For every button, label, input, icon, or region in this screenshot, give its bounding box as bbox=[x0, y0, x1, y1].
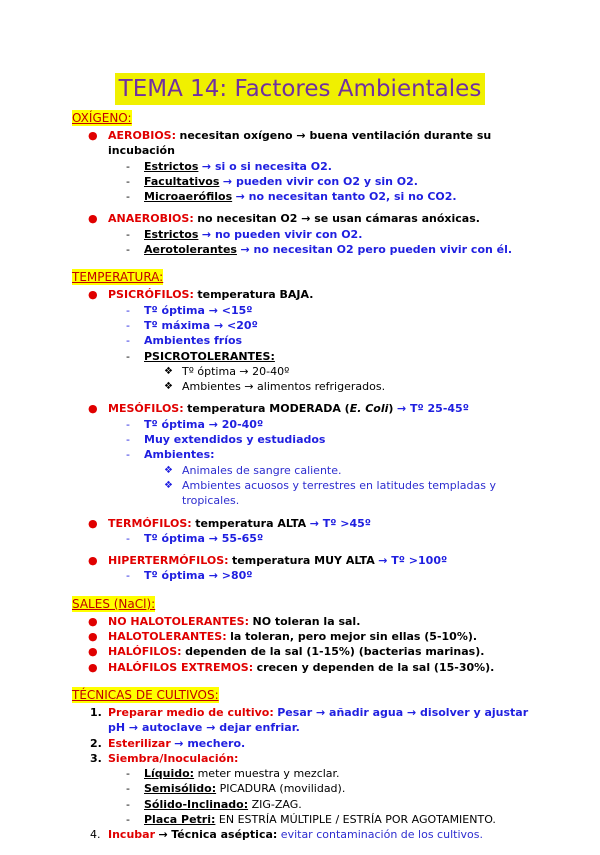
item-text: Muy extendidos y estudiados bbox=[144, 433, 326, 447]
item-text: Tº óptima → 20-40º bbox=[182, 364, 290, 378]
term-description: dependen de la sal (1-15%) (bacterias marinas). bbox=[185, 645, 485, 659]
item-text: Ambientes fríos bbox=[144, 334, 243, 348]
term-description: temperatura MUY ALTA bbox=[232, 554, 375, 568]
dash-icon: - bbox=[126, 797, 130, 811]
term-range: → Tº >100º bbox=[378, 554, 448, 568]
term-label: HALÓFILOS EXTREMOS: bbox=[108, 660, 254, 674]
dash-icon: - bbox=[126, 782, 130, 796]
list-item bbox=[72, 318, 542, 333]
list-item bbox=[72, 227, 542, 242]
term-label: TERMÓFILOS: bbox=[108, 516, 192, 530]
list-item-termofilos bbox=[72, 516, 542, 531]
dash-icon: - bbox=[126, 227, 130, 241]
dash-icon: - bbox=[126, 767, 130, 781]
item-text: Tº máxima → <20º bbox=[144, 318, 258, 332]
dash-icon: - bbox=[126, 303, 130, 317]
step-number: 2. bbox=[90, 736, 102, 750]
term-description: temperatura BAJA. bbox=[197, 288, 314, 302]
diamond-bullet-icon: ❖ bbox=[164, 464, 173, 476]
list-item-psicrofilos bbox=[72, 287, 542, 302]
item-text: Tº óptima → 20-40º bbox=[144, 417, 264, 431]
item-text: Ambientes → alimentos refrigerados. bbox=[182, 380, 386, 394]
item-text: PSICROTOLERANTES: bbox=[144, 349, 275, 363]
list-item-mesofilos bbox=[72, 401, 542, 416]
step-label: Incubar bbox=[108, 828, 155, 842]
diamond-bullet-icon: ❖ bbox=[164, 479, 173, 491]
section-sales bbox=[72, 596, 542, 675]
subterm: Facultativos bbox=[144, 174, 220, 188]
numbered-item bbox=[72, 736, 542, 751]
bullet-icon: ● bbox=[88, 212, 98, 226]
subterm-text: → pueden vivir con O2 y sin O2. bbox=[222, 174, 418, 188]
list-item bbox=[72, 629, 542, 644]
term-label: NO HALOTOLERANTES: bbox=[108, 614, 249, 628]
term-description: necesitan oxígeno → buena ventilación durante su incubación bbox=[108, 129, 492, 158]
section-heading-tecnicas: TÉCNICAS DE CULTIVOS: bbox=[72, 687, 219, 702]
bullet-icon: ● bbox=[88, 614, 98, 628]
subterm: Semisólido: bbox=[144, 782, 217, 796]
term-label: ANAEROBIOS: bbox=[108, 212, 194, 226]
step-label: Siembra/Inoculación: bbox=[108, 751, 239, 765]
list-item bbox=[72, 644, 542, 659]
step-label: Preparar medio de cultivo: bbox=[108, 705, 274, 719]
list-item-hipertermofilos bbox=[72, 553, 542, 568]
title-wrap bbox=[0, 73, 600, 105]
list-item bbox=[72, 432, 542, 447]
bullet-icon: ● bbox=[88, 554, 98, 568]
term-description: temperatura ALTA bbox=[195, 516, 307, 530]
dash-icon: - bbox=[126, 812, 130, 826]
term-emphasis: E. Coli bbox=[349, 402, 389, 416]
list-item bbox=[72, 189, 542, 204]
list-item bbox=[72, 478, 542, 509]
list-item bbox=[72, 447, 542, 462]
dash-icon: - bbox=[126, 174, 130, 188]
bullet-icon: ● bbox=[88, 630, 98, 644]
list-item bbox=[72, 349, 542, 364]
term-range: → Tº 25-45º bbox=[396, 402, 469, 416]
subterm-text: ZIG-ZAG. bbox=[251, 797, 302, 811]
section-oxigeno bbox=[72, 110, 542, 257]
dash-icon: - bbox=[126, 190, 130, 204]
list-item-aerobios bbox=[72, 128, 542, 159]
subterm-text: → no necesitan tanto O2, si no CO2. bbox=[235, 190, 457, 204]
dash-icon: - bbox=[126, 349, 130, 363]
list-item bbox=[72, 463, 542, 478]
list-item bbox=[72, 766, 542, 781]
subterm: Estrictos bbox=[144, 159, 199, 173]
list-item bbox=[72, 303, 542, 318]
step-text: Pesar → añadir agua → disolver y ajustar pH → autoclave → dejar enfriar. bbox=[108, 705, 529, 735]
item-text: Ambientes acuosos y terrestres en latitudes templadas y tropicales. bbox=[182, 478, 496, 508]
subterm: Microaerófilos bbox=[144, 190, 233, 204]
item-text: Ambientes: bbox=[144, 448, 215, 462]
step-label: Esterilizar bbox=[108, 736, 171, 750]
step-arrow: → bbox=[158, 828, 168, 842]
list-item bbox=[72, 797, 542, 812]
term-description: crecen y dependen de la sal (15-30%). bbox=[256, 660, 495, 674]
list-item bbox=[72, 242, 542, 257]
list-item bbox=[72, 159, 542, 174]
step-text: evitar contaminación de los cultivos. bbox=[280, 828, 483, 842]
diamond-bullet-icon: ❖ bbox=[164, 381, 173, 393]
subterm-text: → si o si necesita O2. bbox=[201, 159, 332, 173]
term-description: temperatura MODERADA ( bbox=[187, 402, 350, 416]
step-number: 1. bbox=[90, 705, 102, 719]
subterm-text: meter muestra y mezclar. bbox=[197, 767, 340, 781]
term-label: HALOTOLERANTES: bbox=[108, 630, 227, 644]
list-item bbox=[72, 379, 542, 394]
dash-icon: - bbox=[126, 159, 130, 173]
section-heading-sales: SALES (NaCl): bbox=[72, 596, 156, 611]
subterm-text: → no pueden vivir con O2. bbox=[201, 227, 363, 241]
subterm-text: EN ESTRÍA MÚLTIPLE / ESTRÍA POR AGOTAMIENTO. bbox=[218, 812, 496, 826]
section-heading-oxigeno: OXÍGENO: bbox=[72, 111, 132, 125]
dash-icon: - bbox=[126, 243, 130, 257]
item-text: Animales de sangre caliente. bbox=[182, 463, 342, 477]
term-label: PSICRÓFILOS: bbox=[108, 288, 194, 302]
dash-icon: - bbox=[126, 318, 130, 332]
section-heading-temperatura: TEMPERATURA: bbox=[72, 270, 164, 285]
bullet-icon: ● bbox=[88, 516, 98, 530]
dash-icon: - bbox=[126, 531, 130, 545]
subterm: Aerotolerantes bbox=[144, 243, 237, 257]
dash-icon: - bbox=[126, 448, 130, 462]
subterm: Líquido: bbox=[144, 767, 195, 781]
item-text: Tº óptima → >80º bbox=[144, 569, 253, 583]
subterm: Sólido-Inclinado: bbox=[144, 797, 249, 811]
dash-icon: - bbox=[126, 569, 130, 583]
dash-icon: - bbox=[126, 334, 130, 348]
item-text: Tº óptima → 55-65º bbox=[144, 531, 264, 545]
dash-icon: - bbox=[126, 433, 130, 447]
dash-icon: - bbox=[126, 417, 130, 431]
subterm-text: PICADURA (movilidad). bbox=[219, 782, 346, 796]
section-tecnicas bbox=[72, 687, 542, 843]
list-item bbox=[72, 812, 542, 827]
list-item bbox=[72, 417, 542, 432]
step-text: → mechero. bbox=[174, 736, 246, 750]
bullet-icon: ● bbox=[88, 288, 98, 302]
list-item bbox=[72, 614, 542, 629]
term-label: HALÓFILOS: bbox=[108, 645, 182, 659]
bullet-icon: ● bbox=[88, 645, 98, 659]
list-item-anaerobios bbox=[72, 211, 542, 226]
term-description: la toleran, pero mejor sin ellas (5-10%). bbox=[230, 630, 478, 644]
list-item bbox=[72, 531, 542, 546]
subterm: Estrictos bbox=[144, 227, 199, 241]
list-item bbox=[72, 781, 542, 796]
list-item bbox=[72, 174, 542, 189]
step-number: 4. bbox=[90, 828, 101, 842]
term-label: AEROBIOS: bbox=[108, 129, 176, 142]
subterm-text: → no necesitan O2 pero pueden vivir con él. bbox=[240, 243, 513, 257]
numbered-item bbox=[72, 751, 542, 766]
step-term: Técnica aséptica: bbox=[171, 828, 278, 842]
list-item bbox=[72, 660, 542, 675]
term-description: no necesitan O2 → se usan cámaras anóxicas. bbox=[197, 212, 480, 226]
item-text: Tº óptima → <15º bbox=[144, 303, 253, 317]
diamond-bullet-icon: ❖ bbox=[164, 365, 173, 377]
term-range: → Tº >45º bbox=[309, 516, 371, 530]
bullet-icon: ● bbox=[88, 660, 98, 674]
list-item bbox=[72, 333, 542, 348]
section-temperatura bbox=[72, 269, 542, 583]
notes-content bbox=[72, 110, 542, 855]
term-label: MESÓFILOS: bbox=[108, 402, 184, 416]
subterm: Placa Petri: bbox=[144, 812, 216, 826]
numbered-item bbox=[72, 705, 542, 736]
step-number: 3. bbox=[90, 751, 102, 765]
list-item bbox=[72, 364, 542, 379]
term-description-close: ) bbox=[388, 402, 394, 416]
term-label: HIPERTERMÓFILOS: bbox=[108, 554, 229, 568]
bullet-icon: ● bbox=[88, 129, 98, 142]
page-title: TEMA 14: Factores Ambientales bbox=[115, 73, 486, 105]
term-description: NO toleran la sal. bbox=[252, 614, 361, 628]
bullet-icon: ● bbox=[88, 402, 98, 416]
numbered-item bbox=[72, 827, 542, 842]
list-item bbox=[72, 568, 542, 583]
